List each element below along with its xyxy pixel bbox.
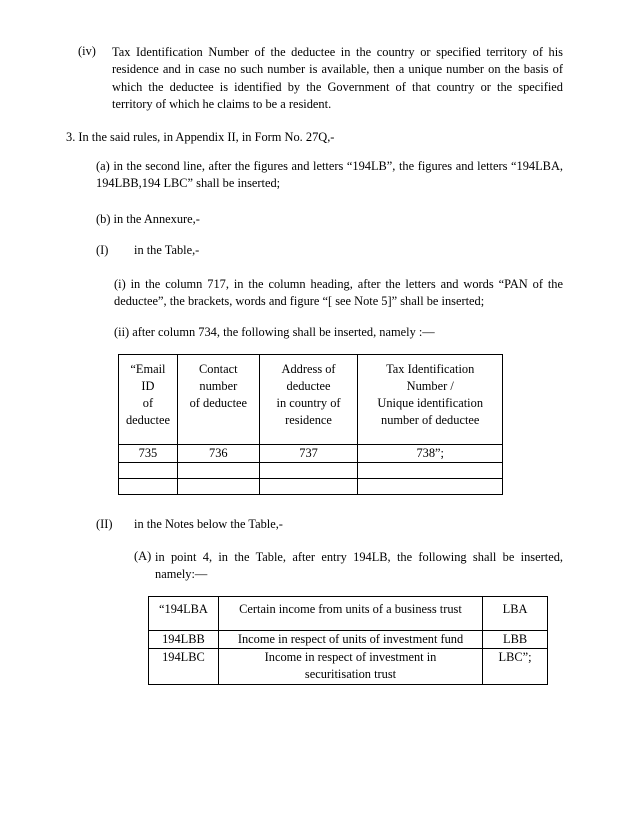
description-cell: Income in respect of investment in securitisation trust (218, 649, 482, 685)
header-email-id: “Email ID of deductee (119, 355, 178, 445)
code-cell: 194LBB (149, 631, 219, 649)
abbr-cell: LBC”; (483, 649, 548, 685)
description-cell: Certain income from units of a business trust (218, 597, 482, 631)
col-736: 736 (177, 445, 259, 463)
abbr-cell: LBA (483, 597, 548, 631)
table-row (119, 479, 503, 495)
code-cell: 194LBC (149, 649, 219, 685)
col-735: 735 (119, 445, 178, 463)
table-row (149, 649, 548, 685)
section-3-heading: 3. In the said rules, in Appendix II, in Form No. 27Q,- (66, 130, 335, 144)
item-I-label: (I) (96, 243, 109, 257)
item-b-text: (b) in the Annexure,- (96, 212, 200, 226)
abbr-cell: LBB (483, 631, 548, 649)
item-iv-text: Tax Identification Number of the deductee in the country or specified territory of his residence and in case no such number is available, then a unique number on the basis of which the deductee is identified by the Government of that country or the specified territory of which he claims to be a resident. (112, 45, 563, 111)
table-header-row (119, 355, 503, 445)
item-A-label: (A) (134, 549, 152, 563)
table-row (149, 597, 548, 631)
col-738: 738”; (358, 445, 503, 463)
item-ii-text: (ii) after column 734, the following shall be inserted, namely :— (114, 325, 435, 339)
description-cell: Income in respect of units of investment fund (218, 631, 482, 649)
table-number-row (119, 445, 503, 463)
item-i-text: (i) in the column 717, in the column heading, after the letters and words “PAN of the deductee”, the brackets, words and figure “[ see Note 5]” shall be inserted; (114, 277, 563, 309)
header-contact-number: Contact number of deductee (177, 355, 259, 445)
table-row (119, 463, 503, 479)
item-iv-label: (iv) (78, 44, 96, 58)
item-I-text: in the Table,- (134, 243, 200, 257)
section-code-table (148, 596, 548, 685)
item-II-text: in the Notes below the Table,- (134, 517, 283, 531)
col-737: 737 (259, 445, 358, 463)
item-A-text: in point 4, in the Table, after entry 194LB, the following shall be inserted, namely:— (155, 550, 563, 582)
table-row (149, 631, 548, 649)
code-cell: “194LBA (149, 597, 219, 631)
item-II-label: (II) (96, 517, 113, 531)
header-tax-id: Tax Identification Number / Unique identification number of deductee (358, 355, 503, 445)
item-a-text: (a) in the second line, after the figures and letters “194LB”, the figures and letters “194LBA, 194LBB,194 LBC” shall be inserted; (96, 159, 563, 191)
column-table (118, 354, 503, 495)
header-address: Address of deductee in country of residence (259, 355, 358, 445)
